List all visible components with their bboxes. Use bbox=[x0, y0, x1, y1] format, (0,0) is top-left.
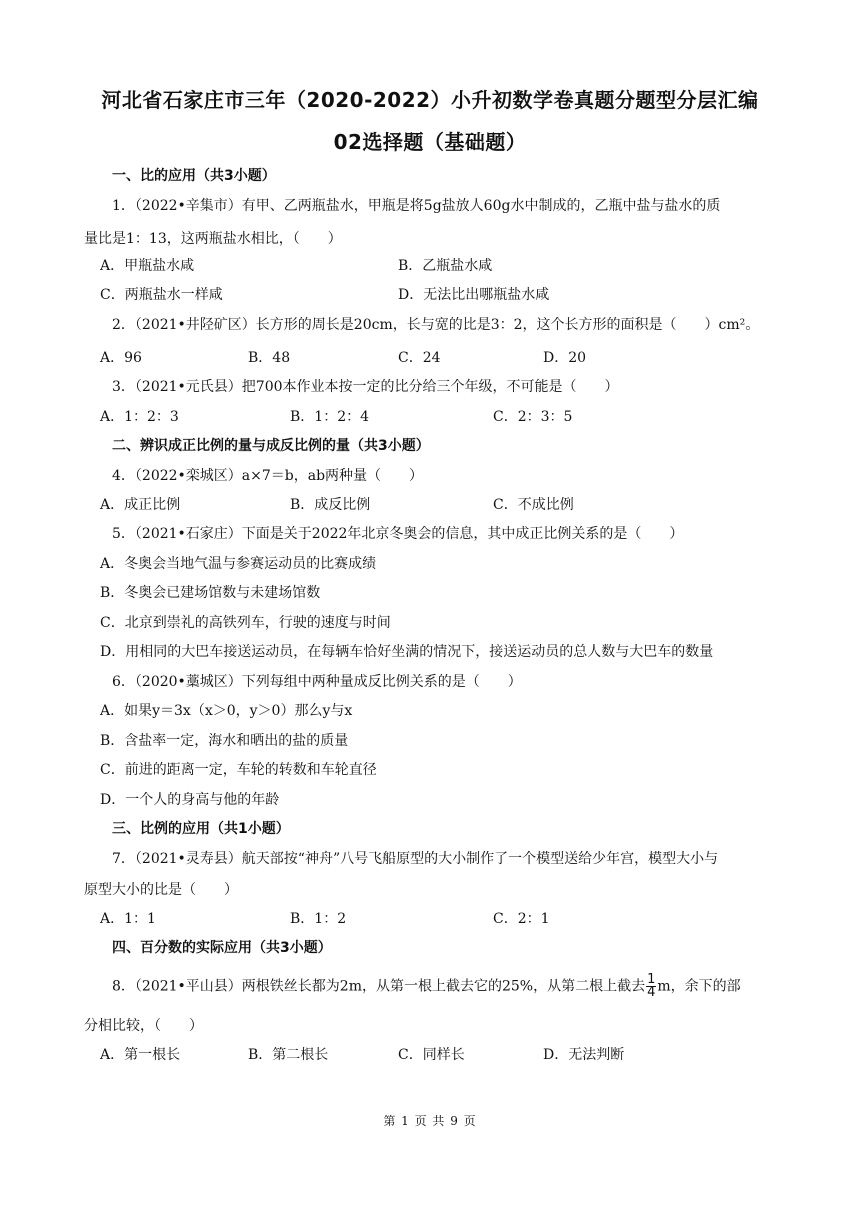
section-heading-3: 三、比例的应用（共1小题） bbox=[112, 821, 290, 837]
question-8-line-2: 分相比较，（ ） bbox=[84, 1018, 203, 1034]
question-3-option-c: C．2：3：5 bbox=[493, 409, 573, 425]
fraction-one-quarter bbox=[646, 974, 656, 999]
question-7-option-a: A．1：1 bbox=[100, 911, 156, 927]
question-8-option-a: A．第一根长 bbox=[100, 1047, 181, 1063]
fraction-denominator: 4 bbox=[647, 985, 656, 1000]
question-5-option-d: D．用相同的大巴车接送运动员，在每辆车恰好坐满的情况下，接送运动员的总人数与大巴车的数量 bbox=[100, 644, 714, 660]
question-1-line-2: 量比是1：13，这两瓶盐水相比，（ ） bbox=[84, 231, 342, 247]
section-heading-4: 四、百分数的实际应用（共3小题） bbox=[112, 940, 332, 956]
question-1-option-d: D．无法比出哪瓶盐水咸 bbox=[398, 287, 550, 303]
question-4-text: 4．（2022•栾城区）a×7＝b，ab两种量（ ） bbox=[112, 468, 424, 484]
question-1-line-1: 1．（2022•辛集市）有甲、乙两瓶盐水，甲瓶是将5g盐放人60g水中制成的，乙瓶中盐与盐水的质 bbox=[112, 198, 721, 214]
question-8-option-b: B．第二根长 bbox=[248, 1047, 329, 1063]
question-6-option-a: A．如果y＝3x（x＞0，y＞0）那么y与x bbox=[100, 703, 353, 719]
question-5-option-c: C．北京到崇礼的高铁列车，行驶的速度与时间 bbox=[100, 615, 391, 631]
fraction-numerator: 1 bbox=[647, 972, 656, 987]
question-6-option-c: C．前进的距离一定，车轮的转数和车轮直径 bbox=[100, 762, 377, 778]
question-2-option-b: B．48 bbox=[248, 350, 291, 366]
question-5-text: 5．（2021•石家庄）下面是关于2022年北京冬奥会的信息，其中成正比例关系的是（ ） bbox=[112, 526, 684, 542]
document-title-line-2: 02选择题（基础题） bbox=[333, 130, 527, 154]
question-6-option-b: B．含盐率一定，海水和晒出的盐的质量 bbox=[100, 733, 349, 749]
question-8-option-d: D．无法判断 bbox=[543, 1047, 625, 1063]
question-2-option-c: C．24 bbox=[398, 350, 441, 366]
question-1-option-c: C．两瓶盐水一样咸 bbox=[100, 287, 223, 303]
question-3-option-a: A．1：2：3 bbox=[100, 409, 179, 425]
question-7-option-b: B．1：2 bbox=[290, 911, 347, 927]
question-3-text: 3．（2021•元氏县）把700本作业本按一定的比分给三个年级，不可能是（ ） bbox=[112, 379, 619, 395]
question-2-option-a: A．96 bbox=[100, 350, 142, 366]
question-8-text-after-fraction: m，余下的部 bbox=[657, 978, 741, 995]
question-4-option-b: B．成反比例 bbox=[290, 497, 371, 513]
question-1-option-a: A．甲瓶盐水咸 bbox=[100, 258, 195, 274]
question-3-option-b: B．1：2：4 bbox=[290, 409, 370, 425]
question-6-text: 6．（2020•藁城区）下列每组中两种量成反比例关系的是（ ） bbox=[112, 674, 522, 690]
question-4-option-a: A．成正比例 bbox=[100, 497, 181, 513]
question-8-option-c: C．同样长 bbox=[398, 1047, 465, 1063]
question-7-option-c: C．2：1 bbox=[493, 911, 550, 927]
page-footer: 第 1 页 共 9 页 bbox=[383, 1114, 477, 1128]
question-4-option-c: C．不成比例 bbox=[493, 497, 574, 513]
question-1-option-b: B．乙瓶盐水咸 bbox=[398, 258, 493, 274]
question-2-option-d: D．20 bbox=[543, 350, 587, 366]
question-7-line-1: 7．（2021•灵寿县）航天部按“神舟”八号飞船原型的大小制作了一个模型送给少年宫，模型大小与 bbox=[112, 851, 719, 867]
question-6-option-d: D．一个人的身高与他的年龄 bbox=[100, 792, 280, 808]
document-title-line-1: 河北省石家庄市三年（2020-2022）小升初数学卷真题分题型分层汇编 bbox=[101, 88, 759, 112]
question-5-option-a: A．冬奥会当地气温与参赛运动员的比赛成绩 bbox=[100, 556, 377, 572]
question-8-text-before-fraction: 8．（2021•平山县）两根铁丝长都为2m，从第一根上截去它的25%，从第二根上截去 bbox=[112, 978, 646, 995]
section-heading-1: 一、比的应用（共3小题） bbox=[112, 168, 276, 184]
question-5-option-b: B．冬奥会已建场馆数与未建场馆数 bbox=[100, 585, 321, 601]
question-7-line-2: 原型大小的比是（ ） bbox=[84, 882, 238, 898]
question-2-text: 2．（2021•井陉矿区）长方形的周长是20cm，长与宽的比是3：2，这个长方形的面积是（ ）cm²。 bbox=[112, 317, 760, 333]
question-8-line-1 bbox=[112, 974, 776, 999]
section-heading-2: 二、辨识成正比例的量与成反比例的量（共3小题） bbox=[112, 438, 430, 454]
